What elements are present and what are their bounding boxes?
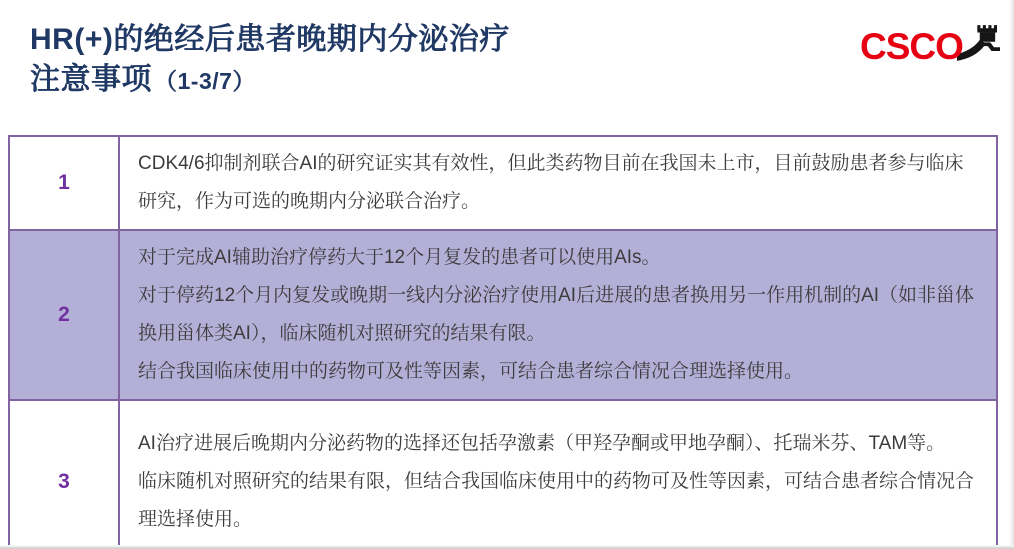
slide-edge-bottom — [0, 545, 1014, 549]
row-paragraph: CDK4/6抑制剂联合AI的研究证实其有效性，但此类药物目前在我国未上市，目前鼓励患者参与临床研究，作为可选的晚期内分泌联合治疗。 — [138, 153, 964, 212]
row-paragraph: 对于完成AI辅助治疗停药大于12个月复发的患者可以使用AIs。 — [138, 247, 661, 268]
row-paragraph: AI治疗进展后晚期内分泌药物的选择还包括孕激素（甲羟孕酮或甲地孕酮）、托瑞米芬、TAM等。 — [138, 433, 946, 454]
row-number: 2 — [9, 230, 119, 400]
table-row — [9, 400, 997, 549]
row-content — [119, 136, 997, 230]
row-content — [119, 400, 997, 549]
slide-title-line2 — [30, 60, 510, 100]
great-wall-icon — [957, 14, 1000, 72]
slide-subtitle: 注意事项 — [30, 62, 152, 96]
slide-title — [30, 20, 510, 99]
row-paragraph: 结合我国临床使用中的药物可及性等因素，可结合患者综合情况合理选择使用。 — [138, 361, 804, 382]
slide-edge-right — [1009, 0, 1014, 549]
row-paragraph: 对于停药12个月内复发或晚期一线内分泌治疗使用AI后进展的患者换用另一作用机制的AI（如非甾体换用甾体类AI），临床随机对照研究的结果有限。 — [138, 285, 975, 344]
slide-title-line1: HR(+)的绝经后患者晚期内分泌治疗 — [30, 23, 510, 56]
row-number: 1 — [9, 136, 119, 230]
row-number: 3 — [9, 400, 119, 549]
row-paragraph: 临床随机对照研究的结果有限，但结合我国临床使用中的药物可及性等因素，可结合患者综合情况合理选择使用。 — [138, 471, 975, 530]
page-indicator: （1-3/7） — [154, 67, 256, 94]
notes-table — [8, 135, 998, 549]
row-content — [119, 230, 997, 400]
csco-logo — [860, 6, 1000, 72]
table-row — [9, 230, 997, 400]
csco-logo-text: CSCO — [860, 26, 963, 67]
table-row — [9, 136, 997, 230]
